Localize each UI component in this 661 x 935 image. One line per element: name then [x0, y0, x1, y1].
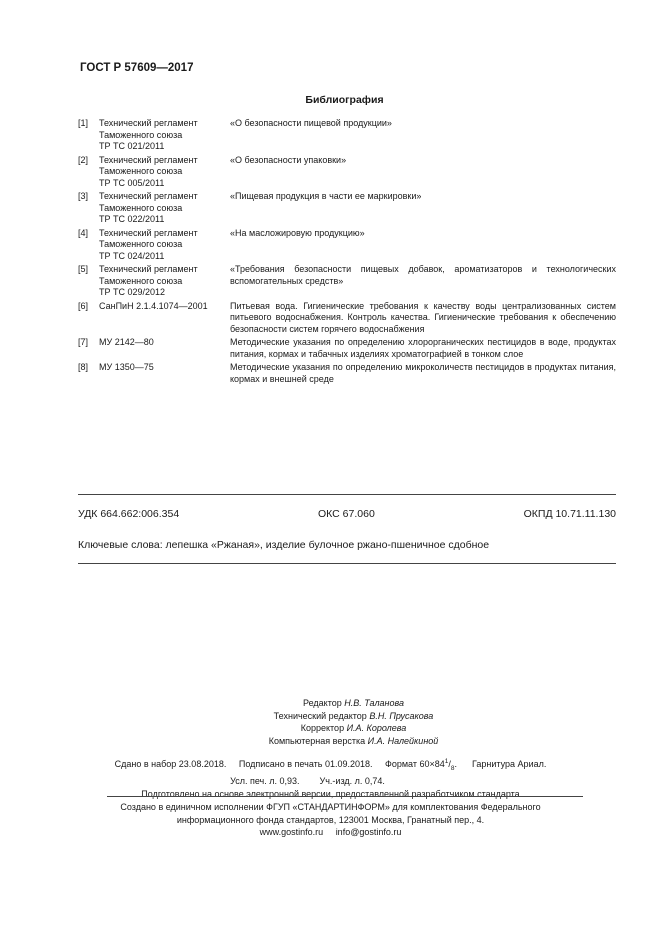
bibliography-number: [3]	[78, 191, 89, 201]
bibliography-document-title: Питьевая вода. Гигиенические требования к качеству воды централизованных систем питьевого водоснабжения. Контроль качества. Гигиенические требования к обеспечению безопасности систем горячего водоснабжения	[230, 300, 616, 334]
bibliography-item	[78, 155, 616, 190]
publishing-info	[0, 756, 661, 800]
bibliography-source-line: Технический регламент	[99, 118, 198, 128]
website-link[interactable]: www.gostinfo.ru	[259, 827, 324, 837]
created-line-2: информационного фонда стандартов, 123001 Москва, Гранатный пер., 4.	[176, 814, 485, 825]
top-divider	[78, 494, 616, 495]
paper-format: Формат $60\times 84^1/_8$.	[385, 758, 458, 772]
bibliography-source	[99, 118, 230, 153]
pub-sheets: Уч.-изд. л. 0,74.	[319, 776, 385, 787]
okpd-code: ОКПД 10.71.11.130	[523, 508, 616, 520]
bibliography-source-line: Технический регламент	[99, 191, 198, 201]
publisher-info	[0, 801, 661, 839]
bibliography-number: [6]	[78, 300, 89, 311]
udk-code: УДК 664.662:006.354	[78, 508, 180, 520]
bibliography-source-line: Таможенного союза	[99, 129, 183, 140]
publisher-divider	[107, 796, 583, 797]
bibliography-document-title: «О безопасности пищевой продукции»	[230, 118, 392, 128]
corrector-label: Корректор	[300, 723, 345, 734]
bibliography-number: [1]	[78, 118, 89, 128]
layout-line	[0, 735, 661, 748]
bibliography-number: [4]	[78, 227, 89, 238]
bibliography-document-title: Методические указания по определению микроколичеств пестицидов в продуктах питания, кормах и внешней среде	[230, 362, 616, 384]
print-sheets: Усл. печ. л. 0,93.	[230, 776, 300, 787]
editor-name: Н.В. Таланова	[344, 698, 405, 708]
tech-editor-line	[0, 710, 661, 723]
bibliography-source	[99, 191, 230, 226]
print-details-line	[0, 756, 661, 775]
tech-editor-label: Технический редактор	[273, 710, 367, 721]
editor-label: Редактор	[302, 698, 342, 708]
bibliography-list	[78, 118, 616, 387]
sheets-line	[0, 775, 661, 788]
bibliography-number: [2]	[78, 154, 89, 165]
typeface: Гарнитура Ариал.	[472, 759, 547, 769]
bibliography-source-line: МУ 1350—75	[99, 362, 154, 372]
bibliography-source-line: Таможенного союза	[99, 166, 183, 176]
bibliography-source-line: СанПиН 2.1.4.1074—2001	[99, 300, 208, 311]
bibliography-source-line: ТР ТС 022/2011	[99, 214, 165, 224]
created-line-1: Создано в единичном исполнении ФГУП «СТАНДАРТИНФОРМ» для комплектования Федерального	[120, 802, 541, 812]
standard-code: ГОСТ Р 57609—2017	[80, 62, 194, 74]
bibliography-source	[99, 362, 230, 385]
signed-date: Подписано в печать 01.09.2018.	[238, 759, 373, 769]
bibliography-source	[99, 301, 230, 336]
email-link[interactable]: info@gostinfo.ru	[335, 827, 402, 837]
bibliography-document-title: «Требования безопасности пищевых добавок, ароматизаторов и технологических вспомогательных средств»	[230, 264, 616, 286]
classification-codes	[78, 508, 616, 520]
bibliography-document-title: «Пищевая продукция в части ее маркировки»	[230, 191, 422, 201]
layout-label: Компьютерная верстка	[268, 735, 366, 746]
bibliography-source-line: ТР ТС 021/2011	[99, 141, 165, 151]
keywords: Ключевые слова: лепешка «Ржаная», изделие булочное ржано-пшеничное сдобное	[78, 539, 490, 551]
bottom-divider	[78, 563, 616, 564]
bibliography-number: [5]	[78, 264, 89, 274]
editor-line	[0, 697, 661, 710]
bibliography-source-line: МУ 2142—80	[99, 337, 154, 347]
bibliography-source-line: Технический регламент	[99, 227, 198, 238]
bibliography-item	[78, 264, 616, 299]
bibliography-source	[99, 337, 230, 360]
corrector-name: И.А. Королева	[346, 723, 407, 734]
bibliography-item	[78, 191, 616, 226]
bibliography-source	[99, 264, 230, 299]
contacts-line	[0, 826, 661, 839]
bibliography-number: [7]	[78, 337, 89, 347]
bibliography-document-title: Методические указания по определению хлорорганических пестицидов в воде, продуктах питания, кормах и табачных изделиях хроматографией в тонком слое	[230, 337, 616, 359]
bibliography-item	[78, 228, 616, 263]
bibliography-source	[99, 228, 230, 263]
oks-code: ОКС 67.060	[318, 508, 375, 520]
bibliography-item	[78, 362, 616, 385]
bibliography-document-title: «На масложировую продукцию»	[230, 227, 365, 238]
prepared-line: Подготовлено на основе электронной версии, предоставленной разработчиком стандарта	[141, 788, 520, 799]
submitted-date: Сдано в набор 23.08.2018.	[114, 759, 227, 769]
bibliography-source-line: Таможенного союза	[99, 275, 183, 286]
bibliography-item	[78, 118, 616, 153]
bibliography-title: Библиография	[305, 94, 384, 106]
bibliography-source-line: ТР ТС 005/2011	[99, 177, 165, 188]
corrector-line	[0, 722, 661, 735]
bibliography-source-line: ТР ТС 029/2012	[99, 287, 166, 297]
layout-name: И.А. Налейкиной	[367, 735, 439, 746]
bibliography-item	[78, 337, 616, 360]
bibliography-source-line: Таможенного союза	[99, 202, 183, 213]
bibliography-source	[99, 155, 230, 190]
bibliography-number: [8]	[78, 362, 89, 372]
tech-editor-name: В.Н. Прусакова	[369, 710, 434, 721]
bibliography-document-title: «О безопасности упаковки»	[230, 154, 347, 165]
bibliography-source-line: Технический регламент	[99, 264, 198, 274]
bibliography-item	[78, 301, 616, 336]
bibliography-source-line: Технический регламент	[99, 154, 198, 165]
bibliography-source-line: ТР ТС 024/2011	[99, 250, 165, 261]
bibliography-source-line: Таможенного союза	[99, 239, 183, 249]
credits-block	[0, 697, 661, 747]
